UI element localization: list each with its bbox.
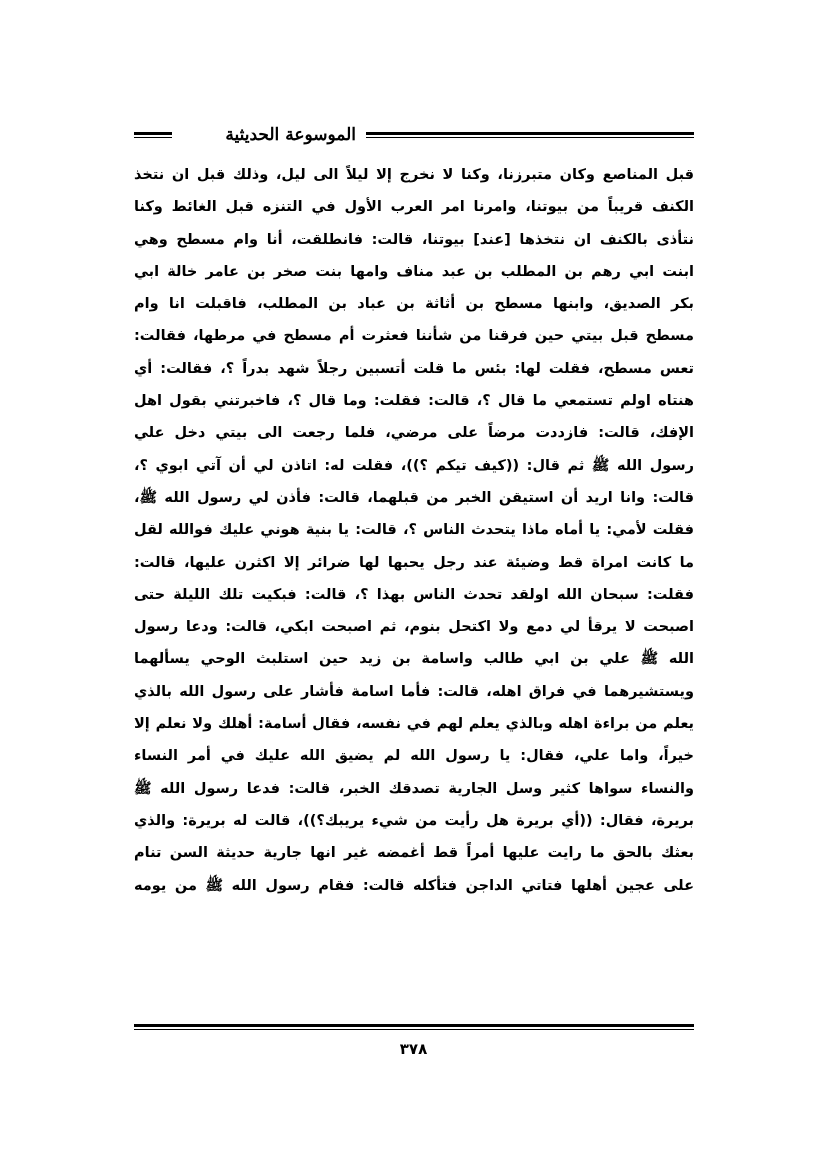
header-rule-left — [134, 132, 172, 138]
running-header-title: الموسوعة الحديثية — [225, 125, 356, 145]
text-line-22: بعثك بالحق ما رايت عليها أمراً قط أغمضه غير انها جارية حديثة السن تنام — [134, 845, 694, 862]
page-header — [134, 125, 694, 152]
text-line-6: مسطح قبل بيتي حين فرقنا من شأننا فعثرت أم مسطح في مرطها، فقالت: — [134, 328, 694, 345]
text-line-15: اصبحت لا يرقأ لي دمع ولا اكتحل بنوم، ثم اصبحت ابكي، قالت: ودعا رسول — [134, 619, 694, 636]
text-line-12: فقلت لأمي: يا أماه ماذا يتحدث الناس ؟، قالت: يا بنية هوني عليك فوالله لقل — [134, 522, 694, 539]
text-line-16: الله ﷺ علي بن ابي طالب واسامة بن زيد حين استلبث الوحي يسألهما — [134, 651, 694, 668]
text-line-9: الإفك، قالت: فازددت مرضاً على مرضي، فلما رجعت الى بيتي دخل علي — [134, 425, 694, 442]
text-line-18: يعلم من براءة اهله وبالذي يعلم لهم في نفسه، فقال أسامة: أهلك ولا نعلم إلا — [134, 716, 694, 733]
text-line-3: نتأذى بالكنف ان نتخذها [عند] بيوتنا، قالت: فانطلقت، أنا وام مسطح وهي — [134, 231, 694, 248]
page-number: ٣٧٨ — [399, 1040, 428, 1058]
header-rule-right — [366, 132, 694, 138]
text-line-23: على عجين أهلها فتاتي الداجن فتأكله قالت: فقام رسول الله ﷺ من يومه — [134, 877, 694, 894]
footer-rule — [134, 1024, 694, 1030]
text-line-10: رسول الله ﷺ ثم قال: ((كيف تيكم ؟))، فقلت له: اتاذن لي أن آتي ابوي ؟، — [134, 457, 694, 474]
text-line-17: ويستشيرهما في فراق اهله، قالت: فأما اسامة فأشار على رسول الله بالذي — [134, 683, 694, 700]
text-line-7: تعس مسطح، فقلت لها: بئس ما قلت أتسبين رجلاً شهد بدراً ؟، فقالت: أي — [134, 360, 694, 377]
text-line-2: الكنف قريباً من بيوتنا، وامرنا امر العرب الأول في التنزه قبل الغائط وكنا — [134, 199, 694, 216]
text-line-8: هنتاه اولم تستمعي ما قال ؟، قالت: فقلت: وما قال ؟، فاخبرتني بقول اهل — [134, 393, 694, 410]
text-line-14: فقلت: سبحان الله اولقد تحدث الناس بهذا ؟، قالت: فبكيت تلك الليلة حتى — [134, 586, 694, 603]
text-line-5: بكر الصديق، وابنها مسطح بن أثاثة بن عباد بن المطلب، فاقبلت انا وام — [134, 296, 694, 313]
text-line-11: قالت: وانا اريد أن استيقن الخبر من قبلهما، قالت: فأذن لي رسول الله ﷺ، — [134, 489, 694, 506]
text-line-4: ابنت ابي رهم بن المطلب بن عبد مناف وامها بنت صخر بن عامر خالة ابي — [134, 263, 694, 280]
text-line-1: قبل المناصع وكان متبرزنا، وكنا لا نخرج إلا ليلاً الى ليل، وذلك قبل ان نتخذ — [134, 167, 694, 183]
text-line-21: بريرة، فقال: ((أي بريرة هل رأيت من شيء يريبك؟))، قالت له بريرة: والذي — [134, 812, 694, 829]
text-line-13: ما كانت امراة قط وضيئة عند رجل يحبها لها ضرائر إلا اكثرن عليها، قالت: — [134, 554, 694, 571]
text-line-20: والنساء سواها كثير وسل الجارية تصدقك الخبر، قالت: فدعا رسول الله ﷺ — [134, 780, 694, 797]
body-text — [134, 159, 694, 902]
text-line-19: خيراً، واما علي، فقال: يا رسول الله لم يضيق الله عليك في أمر النساء — [134, 748, 694, 765]
